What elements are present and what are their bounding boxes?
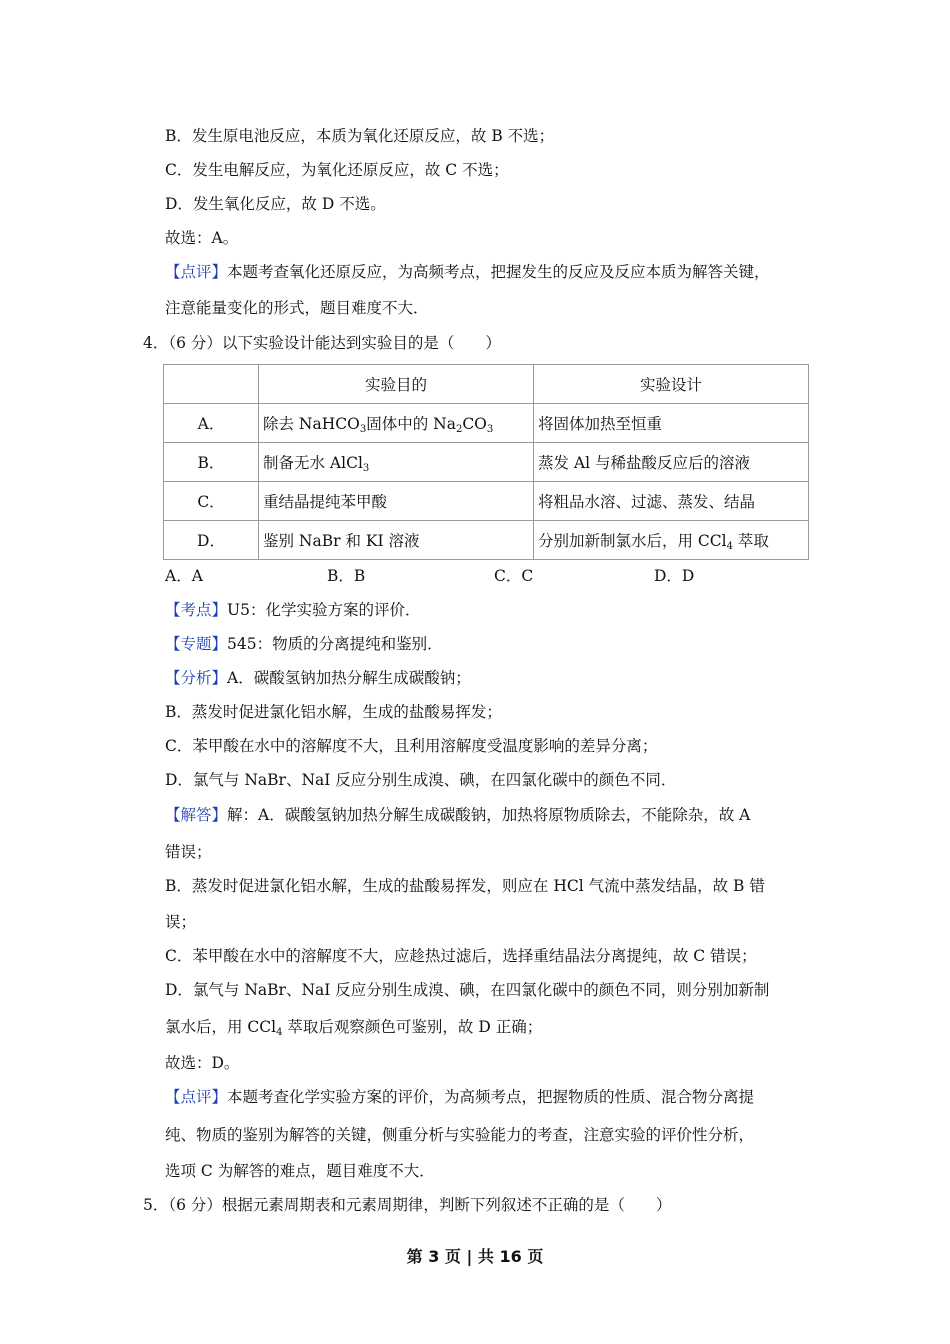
option-b: B．B <box>327 567 366 585</box>
review-line-2: 注意能量变化的形式，题目难度不大． <box>165 299 429 317</box>
table-header-row <box>164 365 809 404</box>
q4-review-line-2: 纯、物质的鉴别为解答的关键，侧重分析与实验能力的考查，注意实验的评价性分析， <box>165 1126 755 1144</box>
answer-line-c: C．发生电解反应，为氧化还原反应，故 C 不选； <box>165 161 509 179</box>
experiment-table <box>163 364 809 560</box>
jieda-line-c: C．苯甲酸在水中的溶解度不大，应趁热过滤后，选择重结晶法分离提纯，故 C 错误； <box>165 947 757 965</box>
zhuanti-tag: 【专题】 <box>165 635 228 653</box>
jieda-line-b1: B．蒸发时促进氯化铝水解，生成的盐酸易挥发，则应在 HCl 气流中蒸发结晶，故 B 错 <box>165 877 765 895</box>
page-footer: 第 3 页 | 共 16 页 <box>406 1247 544 1266</box>
review-tag: 【点评】 <box>165 263 228 281</box>
answer-line-b: B．发生原电池反应，本质为氧化还原反应，故 B 不选； <box>165 127 555 145</box>
table-header-empty <box>164 365 259 404</box>
row-purpose: 重结晶提纯苯甲酸 <box>259 482 534 521</box>
fenxi-tag: 【分析】 <box>165 669 228 687</box>
row-purpose: 制备无水 AlCl$_3$ <box>259 443 534 482</box>
q4-choice: 故选：D。 <box>165 1054 240 1072</box>
row-design: 将固体加热至恒重 <box>534 404 809 443</box>
answer-choice: 故选：A。 <box>165 229 239 247</box>
jieda-line-d2: 氯水后，用 CCl$_4$ 萃取后观察颜色可鉴别，故 D 正确； <box>165 1018 543 1038</box>
q4-review-line-1: 【点评】本题考查化学实验方案的评价，为高频考点，把握物质的性质、混合物分离提 <box>165 1088 755 1106</box>
fenxi-line-b: B．蒸发时促进氯化铝水解，生成的盐酸易挥发； <box>165 703 502 721</box>
row-purpose: 除去 NaHCO$_3$固体中的 $Na_2CO_3$ <box>259 404 534 443</box>
table-header-purpose: 实验目的 <box>259 365 534 404</box>
jieda-line-a1: 【解答】解：A．碳酸氢钠加热分解生成碳酸钠，加热将原物质除去，不能除杂，故 A <box>165 806 751 824</box>
review-text: 本题考查氧化还原反应，为高频考点，把握发生的反应及反应本质为解答关键， <box>227 263 770 281</box>
row-design: 将粗品水溶、过滤、蒸发、结晶 <box>534 482 809 521</box>
table-row <box>164 443 809 482</box>
question-4-stem: 4．（6 分）以下实验设计能达到实验目的是（ ） <box>143 334 501 352</box>
jieda-line-a2: 错误； <box>165 843 212 861</box>
jieda-line-d1: D．氯气与 NaBr、NaI 反应分别生成溴、碘，在四氯化碳中的颜色不同，则分别加新制 <box>165 981 770 999</box>
row-design: 蒸发 Al 与稀盐酸反应后的溶液 <box>534 443 809 482</box>
row-label: C． <box>164 482 259 521</box>
jieda-line-b2: 误； <box>165 913 197 931</box>
table-row <box>164 404 809 443</box>
review-line-1 <box>165 262 770 282</box>
kaodian-line: 【考点】U5：化学实验方案的评价． <box>165 601 421 619</box>
row-label: A． <box>164 404 259 443</box>
table-row <box>164 482 809 521</box>
row-label: D． <box>164 521 259 560</box>
kaodian-tag: 【考点】 <box>165 601 228 619</box>
fenxi-line-a: 【分析】A．碳酸氢钠加热分解生成碳酸钠； <box>165 669 471 687</box>
answer-line-d: D．发生氧化反应，故 D 不选。 <box>165 195 386 213</box>
option-a: A．A <box>165 567 203 585</box>
question-5-stem: 5．（6 分）根据元素周期表和元素周期律，判断下列叙述不正确的是（ ） <box>143 1196 672 1214</box>
option-c: C．C <box>494 567 534 585</box>
row-label: B． <box>164 443 259 482</box>
fenxi-line-d: D．氯气与 NaBr、NaI 反应分别生成溴、碘，在四氯化碳中的颜色不同． <box>165 771 677 789</box>
option-d: D．D <box>654 567 695 585</box>
row-purpose: 鉴别 NaBr 和 KI 溶液 <box>259 521 534 560</box>
jieda-tag: 【解答】 <box>165 806 228 824</box>
zhuanti-line: 【专题】545：物质的分离提纯和鉴别． <box>165 635 443 653</box>
table-row <box>164 521 809 560</box>
q4-review-line-3: 选项 C 为解答的难点，题目难度不大． <box>165 1162 435 1180</box>
table-header-design: 实验设计 <box>534 365 809 404</box>
fenxi-line-c: C．苯甲酸在水中的溶解度不大，且利用溶解度受温度影响的差异分离； <box>165 737 658 755</box>
row-design: 分别加新制氯水后，用 CCl$_4$ 萃取 <box>534 521 809 560</box>
q4-review-tag: 【点评】 <box>165 1088 228 1106</box>
